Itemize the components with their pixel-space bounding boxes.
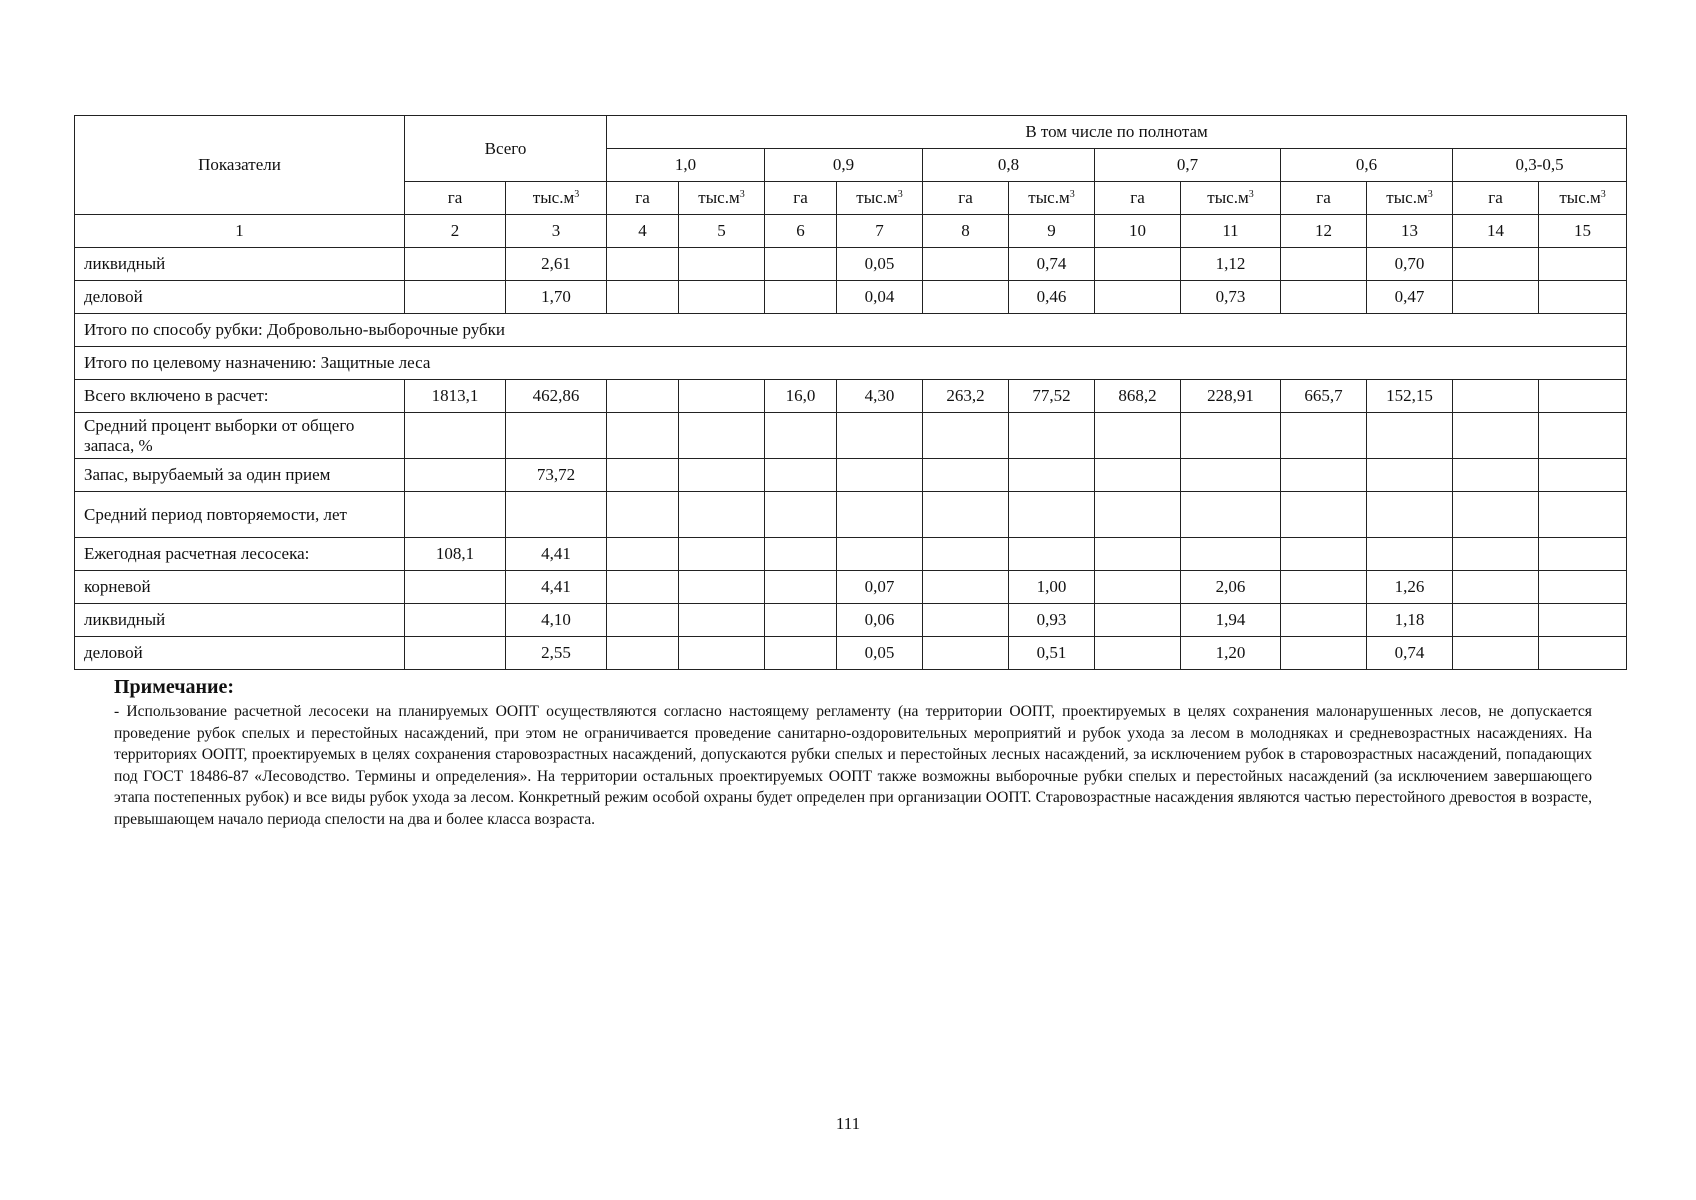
table-cell	[405, 413, 506, 459]
table-cell: 0,93	[1009, 604, 1095, 637]
table-cell	[1095, 571, 1181, 604]
row-label: Ежегодная расчетная лесосека:	[75, 538, 405, 571]
table-cell: 1,94	[1181, 604, 1281, 637]
table-cell: 1,26	[1367, 571, 1453, 604]
table-cell	[679, 459, 765, 492]
table-cell: 0,07	[837, 571, 923, 604]
table-cell	[765, 492, 837, 538]
table-cell: 4,10	[506, 604, 607, 637]
table-cell	[765, 538, 837, 571]
column-number: 10	[1095, 215, 1181, 248]
table-cell	[1453, 459, 1539, 492]
table-cell	[923, 248, 1009, 281]
row-label: корневой	[75, 571, 405, 604]
column-number: 14	[1453, 215, 1539, 248]
table-cell	[1181, 538, 1281, 571]
table-cell	[679, 492, 765, 538]
table-cell: 665,7	[1281, 380, 1367, 413]
unit-volume	[1539, 182, 1627, 215]
table-cell	[607, 413, 679, 459]
table-cell	[1281, 637, 1367, 670]
table-row	[75, 538, 1627, 571]
table-cell: 0,74	[1367, 637, 1453, 670]
table-body	[75, 248, 1627, 670]
column-number-row	[75, 215, 1627, 248]
table-cell: 0,04	[837, 281, 923, 314]
table-cell	[607, 538, 679, 571]
unit-volume-text: тыс.м	[856, 188, 898, 207]
table-cell	[405, 459, 506, 492]
table-cell: 2,06	[1181, 571, 1281, 604]
note-title: Примечание:	[114, 676, 235, 698]
table-row	[75, 347, 1627, 380]
table-cell: 73,72	[506, 459, 607, 492]
table-cell	[679, 413, 765, 459]
column-number: 8	[923, 215, 1009, 248]
table-cell: 16,0	[765, 380, 837, 413]
table-cell	[923, 492, 1009, 538]
table-cell	[1453, 248, 1539, 281]
table-cell	[607, 459, 679, 492]
table-cell	[1453, 571, 1539, 604]
table-cell	[679, 380, 765, 413]
unit-volume-exponent: 3	[1248, 189, 1254, 200]
table-cell	[1281, 571, 1367, 604]
table-cell	[679, 604, 765, 637]
unit-volume-exponent: 3	[574, 189, 580, 200]
table-cell	[765, 604, 837, 637]
table-cell	[679, 571, 765, 604]
table-cell	[765, 571, 837, 604]
table-cell	[607, 380, 679, 413]
table-cell	[1009, 413, 1095, 459]
unit-ha: га	[1453, 182, 1539, 215]
table-cell	[1453, 604, 1539, 637]
table-cell	[405, 604, 506, 637]
table-cell	[837, 413, 923, 459]
row-label: деловой	[75, 281, 405, 314]
table-cell	[1539, 604, 1627, 637]
table-cell	[679, 248, 765, 281]
table-cell	[1453, 637, 1539, 670]
table-cell: 108,1	[405, 538, 506, 571]
table-cell: 1,70	[506, 281, 607, 314]
table-row	[75, 380, 1627, 413]
table-cell	[1281, 281, 1367, 314]
table-cell	[405, 637, 506, 670]
table-cell: 1,00	[1009, 571, 1095, 604]
density-header: 0,6	[1281, 149, 1453, 182]
table-cell: 462,86	[506, 380, 607, 413]
table-header	[75, 116, 1627, 248]
unit-volume-exponent: 3	[897, 189, 903, 200]
table-cell: 0,47	[1367, 281, 1453, 314]
unit-volume-text: тыс.м	[1386, 188, 1428, 207]
table-row	[75, 459, 1627, 492]
table-cell	[679, 281, 765, 314]
table-cell	[506, 413, 607, 459]
table-cell: 1,20	[1181, 637, 1281, 670]
row-label: ликвидный	[75, 248, 405, 281]
density-header: 0,3-0,5	[1453, 149, 1627, 182]
table-cell	[1539, 248, 1627, 281]
table-cell	[1453, 492, 1539, 538]
table-cell: 0,05	[837, 248, 923, 281]
table-row	[75, 637, 1627, 670]
table-cell	[923, 413, 1009, 459]
table-row	[75, 571, 1627, 604]
table-cell	[679, 538, 765, 571]
table-cell	[1539, 571, 1627, 604]
unit-volume-exponent: 3	[739, 189, 745, 200]
table-row	[75, 248, 1627, 281]
column-number: 7	[837, 215, 923, 248]
table-cell	[1281, 459, 1367, 492]
table-cell	[405, 492, 506, 538]
table-cell	[1453, 380, 1539, 413]
table-cell	[679, 637, 765, 670]
unit-volume-text: тыс.м	[1207, 188, 1249, 207]
table-cell	[1367, 413, 1453, 459]
column-number: 9	[1009, 215, 1095, 248]
unit-volume	[837, 182, 923, 215]
table-row	[75, 314, 1627, 347]
table-cell	[1539, 637, 1627, 670]
table-cell	[607, 248, 679, 281]
table-cell	[1281, 604, 1367, 637]
unit-ha: га	[923, 182, 1009, 215]
row-label: деловой	[75, 637, 405, 670]
table-cell	[837, 492, 923, 538]
table-cell	[1095, 604, 1181, 637]
table-cell	[1281, 413, 1367, 459]
table-cell	[765, 281, 837, 314]
row-label: ликвидный	[75, 604, 405, 637]
row-label: Запас, вырубаемый за один прием	[75, 459, 405, 492]
header-total: Всего	[405, 116, 607, 182]
column-number: 15	[1539, 215, 1627, 248]
table-cell	[1095, 492, 1181, 538]
unit-volume-exponent: 3	[1427, 189, 1433, 200]
table-cell: 1,12	[1181, 248, 1281, 281]
table-cell	[837, 459, 923, 492]
table-cell	[1281, 538, 1367, 571]
unit-ha: га	[765, 182, 837, 215]
unit-volume	[1181, 182, 1281, 215]
table-cell	[1539, 413, 1627, 459]
table-cell	[923, 571, 1009, 604]
table-cell	[1181, 459, 1281, 492]
table-cell	[1009, 492, 1095, 538]
unit-volume-text: тыс.м	[532, 188, 575, 207]
table-cell	[923, 637, 1009, 670]
table-cell	[923, 538, 1009, 571]
table-cell: 0,06	[837, 604, 923, 637]
column-number: 3	[506, 215, 607, 248]
table-cell	[1181, 492, 1281, 538]
column-number: 4	[607, 215, 679, 248]
unit-ha: га	[1281, 182, 1367, 215]
subtotal-label: Итого по целевому назначению: Защитные леса	[75, 347, 1627, 380]
table-cell	[1281, 248, 1367, 281]
table-cell: 4,41	[506, 538, 607, 571]
table-cell	[765, 413, 837, 459]
table-cell	[923, 459, 1009, 492]
table-cell	[1095, 248, 1181, 281]
column-number: 12	[1281, 215, 1367, 248]
table-cell	[607, 492, 679, 538]
table-cell	[1095, 459, 1181, 492]
table-cell	[1453, 413, 1539, 459]
column-number: 6	[765, 215, 837, 248]
page-number: 111	[835, 1114, 861, 1133]
unit-volume-text: тыс.м	[1559, 188, 1601, 207]
table-cell	[1095, 538, 1181, 571]
unit-volume-exponent: 3	[1600, 189, 1606, 200]
table-cell: 4,41	[506, 571, 607, 604]
table-cell	[1367, 538, 1453, 571]
table-cell: 0,74	[1009, 248, 1095, 281]
unit-volume	[506, 182, 607, 215]
unit-ha: га	[1095, 182, 1181, 215]
table-cell	[1009, 538, 1095, 571]
table-cell	[923, 604, 1009, 637]
table-cell: 0,46	[1009, 281, 1095, 314]
density-header: 0,9	[765, 149, 923, 182]
table-cell	[1453, 281, 1539, 314]
column-number: 5	[679, 215, 765, 248]
table-cell	[1539, 380, 1627, 413]
table-cell	[837, 538, 923, 571]
table-cell: 228,91	[1181, 380, 1281, 413]
table-cell: 868,2	[1095, 380, 1181, 413]
table-cell	[765, 248, 837, 281]
subtotal-label: Итого по способу рубки: Добровольно-выборочные рубки	[75, 314, 1627, 347]
table-cell	[405, 281, 506, 314]
table-row	[75, 492, 1627, 538]
table-cell	[607, 637, 679, 670]
table-cell	[607, 604, 679, 637]
table-cell	[1009, 459, 1095, 492]
density-header: 0,8	[923, 149, 1095, 182]
column-number: 2	[405, 215, 506, 248]
table-cell	[1539, 459, 1627, 492]
density-header: 1,0	[607, 149, 765, 182]
table-cell: 1,18	[1367, 604, 1453, 637]
table-cell	[1095, 281, 1181, 314]
unit-ha: га	[607, 182, 679, 215]
table-cell	[1367, 492, 1453, 538]
unit-volume-exponent: 3	[1069, 189, 1075, 200]
table-cell	[1539, 492, 1627, 538]
table-cell	[405, 248, 506, 281]
header-indicators: Показатели	[75, 116, 405, 215]
unit-volume	[1367, 182, 1453, 215]
table-cell	[607, 281, 679, 314]
column-number: 1	[75, 215, 405, 248]
row-label: Всего включено в расчет:	[75, 380, 405, 413]
column-number: 11	[1181, 215, 1281, 248]
unit-volume	[1009, 182, 1095, 215]
table-cell	[1095, 637, 1181, 670]
table-cell	[1453, 538, 1539, 571]
table-cell	[765, 637, 837, 670]
table-cell: 0,05	[837, 637, 923, 670]
row-label: Средний период повторяемости, лет	[75, 492, 405, 538]
row-label: Средний процент выборки от общего запаса, %	[75, 413, 405, 459]
table-cell	[405, 571, 506, 604]
table-cell	[1539, 538, 1627, 571]
table-cell: 2,55	[506, 637, 607, 670]
table-cell: 4,30	[837, 380, 923, 413]
table-cell: 1813,1	[405, 380, 506, 413]
note-text: - Использование расчетной лесосеки на планируемых ООПТ осуществляются согласно настоящему регламенту (на территории ООПТ, проектируемых в целях сохранения малонарушенных лесов, не допускается проведение рубок спелых и перестойных насаждений, при этом не ограничивается проведение санитарно-оздоровительных мероприятий и рубок ухода за лесом в молодняках и средневозрастных насаждениях. На территориях ООПТ, проектируемых в целях сохранения старовозрастных насаждений, допускаются рубки спелых и перестойных лесных насаждений, за исключением рубок в старовозрастных насаждений, попадающих под ГОСТ 18486-87 «Лесоводство. Термины и определения». На территории остальных проектируемых ООПТ также возможны выборочные рубки спелых и перестойных насаждений (за исключением завершающего этапа постепенных рубок) и все виды рубок ухода за лесом. Конкретный режим особой охраны будет определен при организации ООПТ. Старовозрастные насаждения являются частью перестойного древостоя в возрасте, превышающем начало периода спелости на два и более класса возраста.	[114, 703, 1592, 828]
table-cell	[506, 492, 607, 538]
table-row	[75, 604, 1627, 637]
table-cell	[765, 459, 837, 492]
table-row	[75, 413, 1627, 459]
table-cell: 77,52	[1009, 380, 1095, 413]
note-section	[114, 676, 1592, 830]
forest-cutting-table	[74, 115, 1627, 670]
table-cell: 263,2	[923, 380, 1009, 413]
table-cell: 0,70	[1367, 248, 1453, 281]
unit-volume	[679, 182, 765, 215]
header-by-density: В том числе по полнотам	[607, 116, 1627, 149]
table-cell	[1181, 413, 1281, 459]
table-cell	[1367, 459, 1453, 492]
table-cell: 152,15	[1367, 380, 1453, 413]
table-cell: 2,61	[506, 248, 607, 281]
table-cell: 0,73	[1181, 281, 1281, 314]
unit-ha: га	[405, 182, 506, 215]
unit-volume-text: тыс.м	[698, 188, 740, 207]
table-cell	[1281, 492, 1367, 538]
column-number: 13	[1367, 215, 1453, 248]
unit-volume-text: тыс.м	[1028, 188, 1070, 207]
density-header: 0,7	[1095, 149, 1281, 182]
table-cell	[1095, 413, 1181, 459]
table-cell	[923, 281, 1009, 314]
table-cell	[1539, 281, 1627, 314]
table-cell	[607, 571, 679, 604]
table-cell: 0,51	[1009, 637, 1095, 670]
table-row	[75, 281, 1627, 314]
